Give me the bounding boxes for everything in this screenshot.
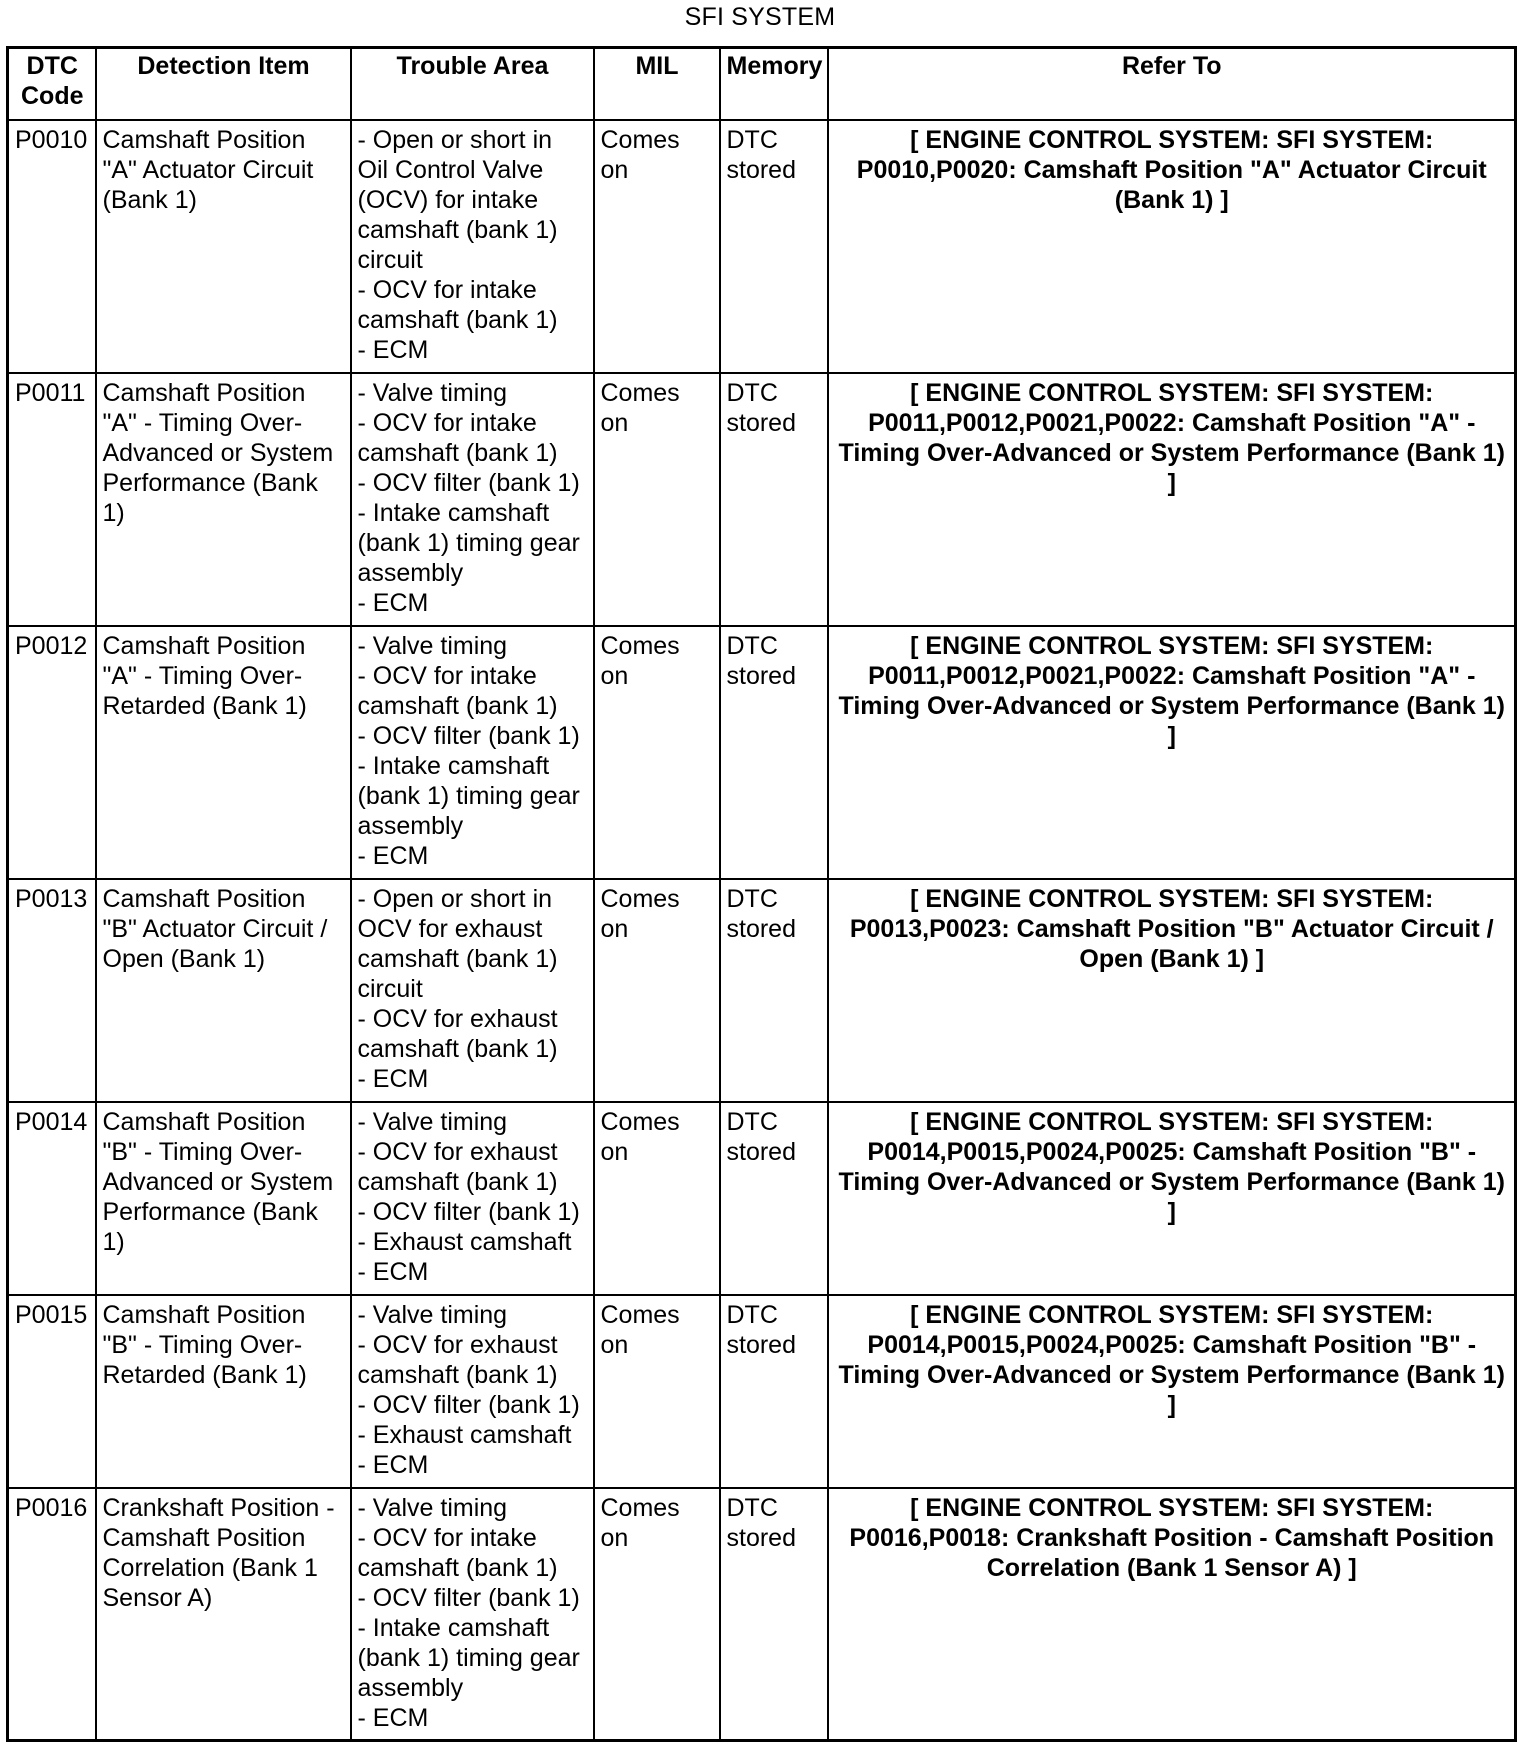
table-header-row bbox=[8, 48, 1516, 120]
dtc-code-cell: P0012 bbox=[8, 626, 96, 879]
trouble-area-line: - OCV for exhaust camshaft (bank 1) bbox=[357, 1330, 558, 1389]
refer-to-link[interactable]: [ ENGINE CONTROL SYSTEM: SFI SYSTEM: P0010,P0020: Camshaft Position "A" Actuator Circuit (Bank 1) ] bbox=[828, 120, 1516, 373]
refer-to-link[interactable]: [ ENGINE CONTROL SYSTEM: SFI SYSTEM: P0011,P0012,P0021,P0022: Camshaft Position "A" - Timing Over-Advanced or System Performance (Bank 1) ] bbox=[828, 373, 1516, 626]
trouble-area-line: - ECM bbox=[357, 588, 429, 617]
trouble-area-line: - Open or short in Oil Control Valve (OCV) for intake camshaft (bank 1) circuit bbox=[357, 125, 558, 274]
trouble-area-line: - OCV for exhaust camshaft (bank 1) bbox=[357, 1137, 558, 1196]
detection-item-cell: Camshaft Position "B" - Timing Over-Advanced or System Performance (Bank 1) bbox=[96, 1102, 351, 1295]
table-row bbox=[8, 879, 1516, 1102]
memory-cell: DTC stored bbox=[720, 626, 828, 879]
mil-cell: Comes on bbox=[594, 120, 720, 373]
trouble-area-line: - ECM bbox=[357, 1064, 429, 1093]
trouble-area-line: - OCV for intake camshaft (bank 1) bbox=[357, 661, 558, 720]
trouble-area-line: - Open or short in OCV for exhaust camshaft (bank 1) circuit bbox=[357, 884, 558, 1003]
trouble-area-line: - Exhaust camshaft bbox=[357, 1227, 572, 1256]
refer-to-link[interactable]: [ ENGINE CONTROL SYSTEM: SFI SYSTEM: P0013,P0023: Camshaft Position "B" Actuator Circuit / Open (Bank 1) ] bbox=[828, 879, 1516, 1102]
dtc-code-cell: P0010 bbox=[8, 120, 96, 373]
mil-cell: Comes on bbox=[594, 879, 720, 1102]
trouble-area-cell bbox=[351, 1102, 594, 1295]
trouble-area-cell bbox=[351, 1488, 594, 1741]
trouble-area-line: - OCV filter (bank 1) bbox=[357, 721, 580, 750]
detection-item-cell: Camshaft Position "A" - Timing Over-Advanced or System Performance (Bank 1) bbox=[96, 373, 351, 626]
refer-to-link[interactable]: [ ENGINE CONTROL SYSTEM: SFI SYSTEM: P0014,P0015,P0024,P0025: Camshaft Position "B" - Timing Over-Advanced or System Performance (Bank 1) ] bbox=[828, 1102, 1516, 1295]
header-dtc-code: DTC Code bbox=[8, 48, 96, 120]
trouble-area-cell bbox=[351, 879, 594, 1102]
trouble-area-line: - Exhaust camshaft bbox=[357, 1420, 572, 1449]
dtc-code-cell: P0013 bbox=[8, 879, 96, 1102]
trouble-area-line: - Intake camshaft (bank 1) timing gear assembly bbox=[357, 1613, 580, 1702]
trouble-area-line: - ECM bbox=[357, 1450, 429, 1479]
detection-item-cell: Camshaft Position "A" Actuator Circuit (Bank 1) bbox=[96, 120, 351, 373]
table-row bbox=[8, 1295, 1516, 1488]
trouble-area-line: - ECM bbox=[357, 1703, 429, 1732]
memory-cell: DTC stored bbox=[720, 120, 828, 373]
trouble-area-line: - Valve timing bbox=[357, 631, 508, 660]
trouble-area-line: - Valve timing bbox=[357, 1300, 508, 1329]
refer-to-link[interactable]: [ ENGINE CONTROL SYSTEM: SFI SYSTEM: P0014,P0015,P0024,P0025: Camshaft Position "B" - Timing Over-Advanced or System Performance (Bank 1) ] bbox=[828, 1295, 1516, 1488]
trouble-area-cell bbox=[351, 1295, 594, 1488]
trouble-area-line: - OCV for intake camshaft (bank 1) bbox=[357, 1523, 558, 1582]
mil-cell: Comes on bbox=[594, 626, 720, 879]
trouble-area-cell bbox=[351, 626, 594, 879]
mil-cell: Comes on bbox=[594, 1488, 720, 1741]
trouble-area-line: - OCV for intake camshaft (bank 1) bbox=[357, 275, 558, 334]
trouble-area-line: - OCV for exhaust camshaft (bank 1) bbox=[357, 1004, 558, 1063]
trouble-area-line: - OCV filter (bank 1) bbox=[357, 1390, 580, 1419]
trouble-area-line: - Intake camshaft (bank 1) timing gear assembly bbox=[357, 751, 580, 840]
dtc-code-cell: P0011 bbox=[8, 373, 96, 626]
trouble-area-line: - OCV filter (bank 1) bbox=[357, 1197, 580, 1226]
trouble-area-cell bbox=[351, 373, 594, 626]
mil-cell: Comes on bbox=[594, 1102, 720, 1295]
dtc-code-cell: P0016 bbox=[8, 1488, 96, 1741]
table-row bbox=[8, 626, 1516, 879]
memory-cell: DTC stored bbox=[720, 1488, 828, 1741]
dtc-code-cell: P0015 bbox=[8, 1295, 96, 1488]
memory-cell: DTC stored bbox=[720, 879, 828, 1102]
table-row bbox=[8, 1102, 1516, 1295]
detection-item-cell: Camshaft Position "B" Actuator Circuit / Open (Bank 1) bbox=[96, 879, 351, 1102]
detection-item-cell: Camshaft Position "B" - Timing Over-Retarded (Bank 1) bbox=[96, 1295, 351, 1488]
trouble-area-line: - Valve timing bbox=[357, 1107, 508, 1136]
dtc-code-cell: P0014 bbox=[8, 1102, 96, 1295]
page-title: SFI SYSTEM bbox=[684, 3, 836, 31]
trouble-area-line: - Valve timing bbox=[357, 1493, 508, 1522]
header-trouble-area: Trouble Area bbox=[351, 48, 594, 120]
memory-cell: DTC stored bbox=[720, 373, 828, 626]
trouble-area-line: - OCV filter (bank 1) bbox=[357, 1583, 580, 1612]
trouble-area-cell bbox=[351, 120, 594, 373]
dtc-table bbox=[6, 46, 1517, 1742]
mil-cell: Comes on bbox=[594, 1295, 720, 1488]
trouble-area-line: - ECM bbox=[357, 335, 429, 364]
header-refer-to: Refer To bbox=[828, 48, 1516, 120]
detection-item-cell: Crankshaft Position - Camshaft Position Correlation (Bank 1 Sensor A) bbox=[96, 1488, 351, 1741]
refer-to-link[interactable]: [ ENGINE CONTROL SYSTEM: SFI SYSTEM: P0011,P0012,P0021,P0022: Camshaft Position "A" - Timing Over-Advanced or System Performance (Bank 1) ] bbox=[828, 626, 1516, 879]
trouble-area-line: - ECM bbox=[357, 841, 429, 870]
memory-cell: DTC stored bbox=[720, 1295, 828, 1488]
refer-to-link[interactable]: [ ENGINE CONTROL SYSTEM: SFI SYSTEM: P0016,P0018: Crankshaft Position - Camshaft Position Correlation (Bank 1 Sensor A) ] bbox=[828, 1488, 1516, 1741]
header-detection-item: Detection Item bbox=[96, 48, 351, 120]
mil-cell: Comes on bbox=[594, 373, 720, 626]
table-row bbox=[8, 373, 1516, 626]
trouble-area-line: - OCV for intake camshaft (bank 1) bbox=[357, 408, 558, 467]
trouble-area-line: - Intake camshaft (bank 1) timing gear assembly bbox=[357, 498, 580, 587]
header-memory: Memory bbox=[720, 48, 828, 120]
detection-item-cell: Camshaft Position "A" - Timing Over-Retarded (Bank 1) bbox=[96, 626, 351, 879]
trouble-area-line: - OCV filter (bank 1) bbox=[357, 468, 580, 497]
table-row bbox=[8, 120, 1516, 373]
trouble-area-line: - Valve timing bbox=[357, 378, 508, 407]
table-row bbox=[8, 1488, 1516, 1741]
header-mil: MIL bbox=[594, 48, 720, 120]
memory-cell: DTC stored bbox=[720, 1102, 828, 1295]
trouble-area-line: - ECM bbox=[357, 1257, 429, 1286]
